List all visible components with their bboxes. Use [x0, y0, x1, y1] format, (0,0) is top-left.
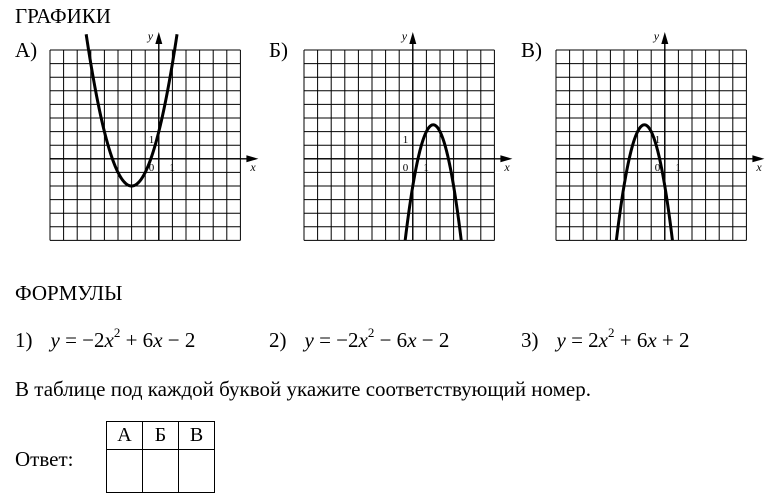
tick-origin: 0 — [402, 161, 409, 174]
formula-var: x — [407, 328, 417, 352]
x-axis-label: x — [504, 159, 510, 174]
formula-linear-coef: − 6 — [374, 328, 408, 352]
tick-x-one: 1 — [169, 161, 175, 174]
grid — [304, 50, 494, 240]
formula-number: 3) — [521, 328, 539, 352]
y-axis-label: y — [653, 29, 660, 43]
y-axis-arrow — [155, 32, 162, 44]
answer-table — [106, 421, 215, 493]
formula-coef: = −2 — [313, 328, 359, 352]
formula-var: x — [104, 328, 114, 352]
y-axis-arrow — [409, 32, 416, 44]
formula-linear-coef: + 6 — [614, 328, 648, 352]
answer-cell-b[interactable] — [143, 450, 179, 493]
y-axis-label: y — [147, 29, 154, 43]
formula-number: 1) — [15, 328, 33, 352]
answer-label: Ответ: — [15, 447, 74, 471]
instruction-text: В таблице под каждой буквой укажите соответствующий номер. — [15, 377, 591, 401]
tick-y-one: 1 — [654, 134, 661, 147]
tick-origin: 0 — [148, 161, 155, 174]
tick-origin: 0 — [654, 161, 661, 174]
answer-header-c: В — [179, 422, 215, 450]
formula-linear-coef: + 6 — [120, 328, 154, 352]
formula-constant: − 2 — [416, 328, 450, 352]
formula-var: x — [598, 328, 608, 352]
formula-constant: + 2 — [656, 328, 690, 352]
y-axis-label: y — [401, 29, 408, 43]
formula-1 — [15, 325, 196, 353]
answer-cell-c[interactable] — [179, 450, 215, 493]
y-axis-arrow — [661, 32, 668, 44]
formula-number: 2) — [269, 328, 287, 352]
formula-lhs: y — [50, 328, 60, 352]
graph-a-label: А) — [15, 38, 38, 62]
formula-2 — [269, 325, 450, 353]
parabola-curve — [616, 125, 672, 240]
formula-var: x — [153, 328, 163, 352]
graph-b — [292, 29, 524, 263]
formula-coef: = 2 — [565, 328, 599, 352]
answer-header-b: Б — [143, 422, 179, 450]
answer-header-a: А — [107, 422, 143, 450]
grid — [556, 50, 746, 240]
graph-c — [544, 29, 776, 263]
graphs-heading: ГРАФИКИ — [15, 4, 111, 28]
parabola-curve — [402, 125, 461, 240]
tick-x-one: 1 — [423, 161, 429, 174]
formula-exponent: 2 — [608, 325, 615, 340]
tick-x-one: 1 — [675, 161, 681, 174]
answer-cell-a[interactable] — [107, 450, 143, 493]
tick-y-one: 1 — [402, 134, 409, 147]
x-axis-label: x — [250, 159, 256, 174]
graph-a — [38, 29, 270, 263]
formula-lhs: y — [304, 328, 314, 352]
grid — [50, 50, 240, 240]
formula-var: x — [647, 328, 657, 352]
formula-exponent: 2 — [113, 325, 121, 340]
formula-coef: = −2 — [59, 328, 105, 352]
formula-var: x — [358, 328, 368, 352]
formula-constant: − 2 — [162, 328, 196, 352]
formula-3 — [521, 325, 690, 353]
graph-b-label: Б) — [269, 38, 289, 62]
tick-y-one: 1 — [148, 134, 155, 147]
x-axis-label: x — [756, 159, 762, 174]
formulas-heading: ФОРМУЛЫ — [15, 281, 123, 305]
formula-exponent: 2 — [367, 325, 375, 340]
graph-c-label: В) — [521, 38, 542, 62]
formula-lhs: y — [556, 328, 566, 352]
